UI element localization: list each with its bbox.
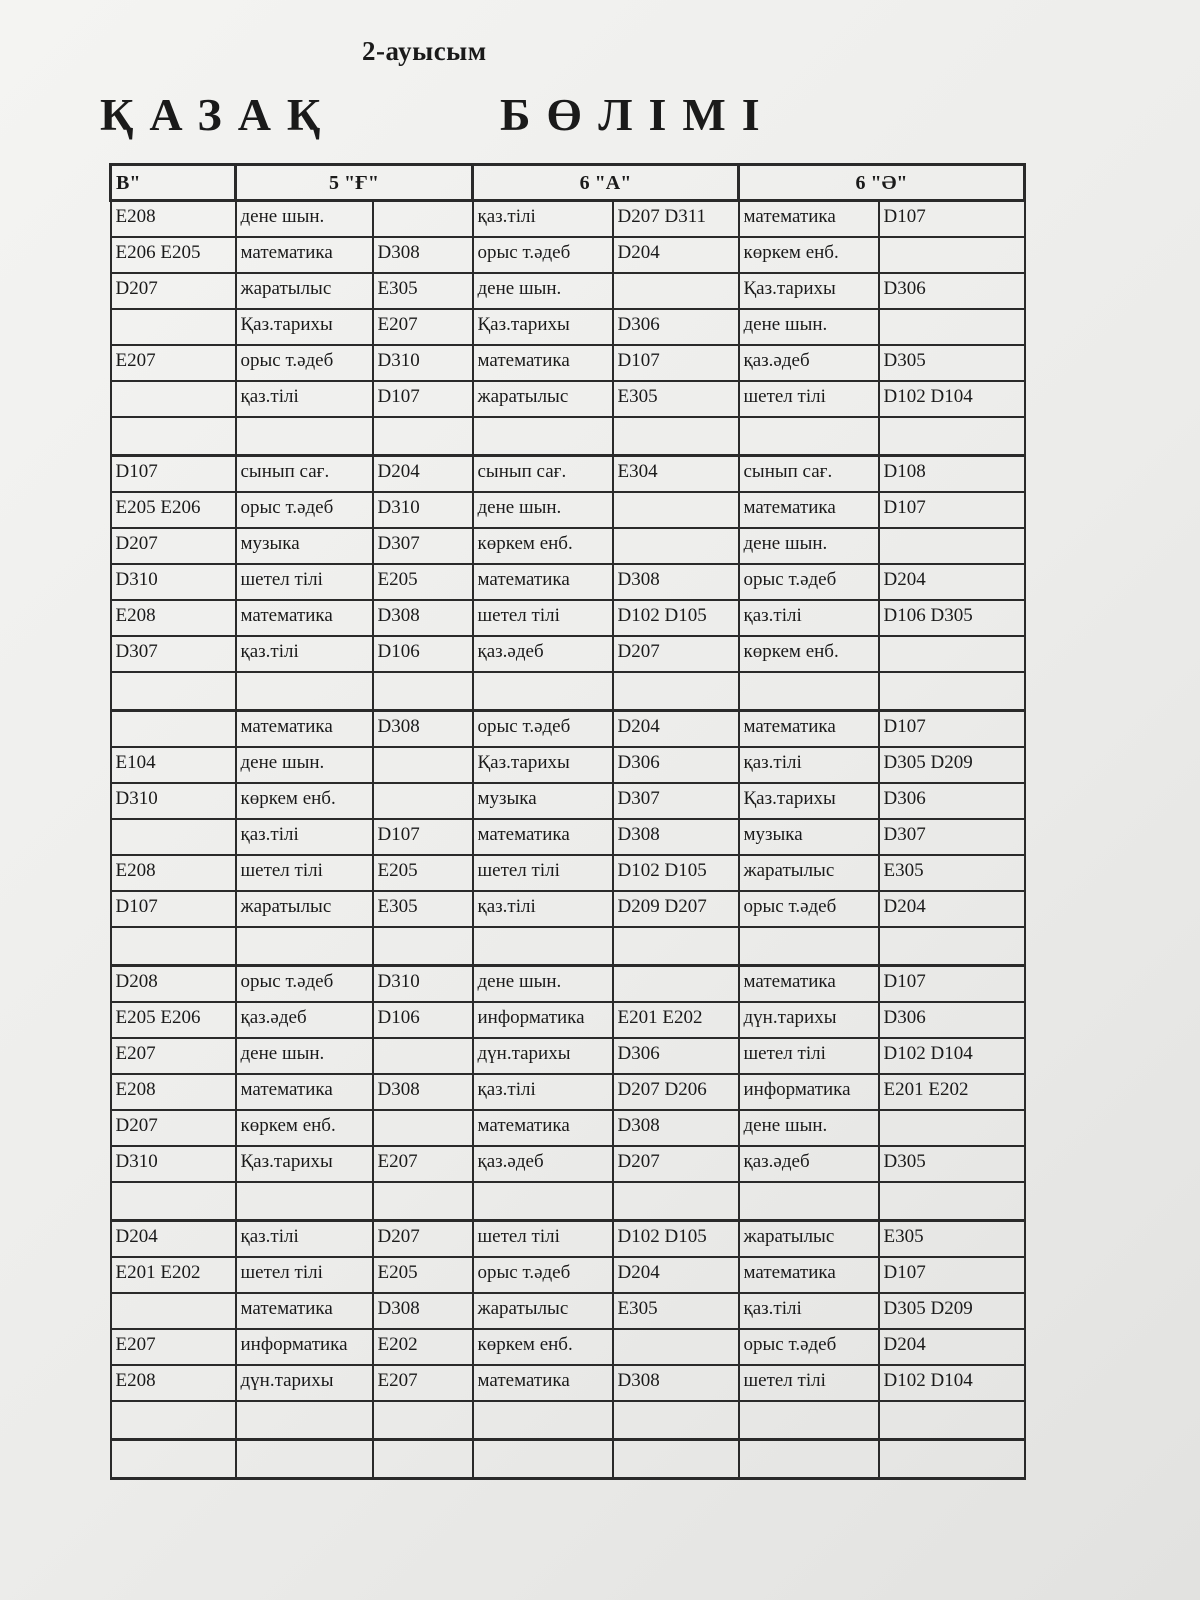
subject-cell: музыка [236, 528, 373, 564]
room-cell: E305 [373, 273, 473, 309]
subject-cell: орыс т.әдеб [236, 492, 373, 528]
room-cell: D305 [879, 1146, 1025, 1182]
subject-cell [739, 1440, 879, 1479]
room-cell: E201 E202 [879, 1074, 1025, 1110]
subject-cell: музыка [739, 819, 879, 855]
room-cell: D207 [111, 1110, 236, 1146]
room-cell: D305 [879, 345, 1025, 381]
subject-cell: математика [473, 1110, 613, 1146]
room-cell: D307 [111, 636, 236, 672]
room-cell: E208 [111, 855, 236, 891]
subject-cell [473, 1401, 613, 1440]
subject-cell: информатика [739, 1074, 879, 1110]
room-cell: D310 [373, 492, 473, 528]
subject-cell: орыс т.әдеб [739, 564, 879, 600]
room-cell: D106 [373, 1002, 473, 1038]
subject-cell [473, 672, 613, 711]
break-row [111, 927, 1025, 966]
room-cell: E207 [373, 1365, 473, 1401]
lesson-row [111, 636, 1025, 672]
subject-cell: қаз.әдеб [236, 1002, 373, 1038]
lesson-row [111, 747, 1025, 783]
room-cell [879, 1110, 1025, 1146]
room-cell: E202 [373, 1329, 473, 1365]
subject-cell: шетел тілі [739, 1365, 879, 1401]
subject-cell: математика [739, 201, 879, 238]
room-cell: D306 [879, 273, 1025, 309]
room-cell: D207 [111, 528, 236, 564]
break-row [111, 1182, 1025, 1221]
room-cell: D204 [879, 1329, 1025, 1365]
subject-cell: жаратылыс [739, 1221, 879, 1258]
lesson-row [111, 1257, 1025, 1293]
room-cell: E207 [373, 1146, 473, 1182]
lesson-row [111, 783, 1025, 819]
class-header-cell: 6 "Ә" [739, 165, 1025, 201]
lesson-row [111, 1365, 1025, 1401]
room-cell [879, 927, 1025, 966]
subject-cell: жаратылыс [473, 381, 613, 417]
subject-cell [739, 417, 879, 456]
room-cell: D107 [879, 1257, 1025, 1293]
subject-cell: орыс т.әдеб [739, 1329, 879, 1365]
subject-cell: қаз.тілі [739, 747, 879, 783]
subject-cell: орыс т.әдеб [739, 891, 879, 927]
room-cell [373, 1440, 473, 1479]
subject-cell: Қаз.тарихы [236, 1146, 373, 1182]
subject-cell: дене шын. [739, 528, 879, 564]
room-cell: D306 [879, 1002, 1025, 1038]
subject-cell [236, 1401, 373, 1440]
room-cell: D204 [879, 891, 1025, 927]
subject-cell: математика [739, 966, 879, 1003]
room-cell: D307 [373, 528, 473, 564]
subject-cell: қаз.тілі [473, 891, 613, 927]
subject-cell: шетел тілі [473, 1221, 613, 1258]
subject-cell: дене шын. [473, 273, 613, 309]
room-cell: D204 [613, 237, 739, 273]
subject-cell: орыс т.әдеб [473, 1257, 613, 1293]
subject-cell: қаз.әдеб [473, 1146, 613, 1182]
room-cell [879, 636, 1025, 672]
room-cell: D307 [613, 783, 739, 819]
room-cell: E208 [111, 1365, 236, 1401]
room-cell [879, 672, 1025, 711]
subject-cell: қаз.тілі [236, 381, 373, 417]
room-cell: D204 [613, 711, 739, 748]
lesson-row [111, 1221, 1025, 1258]
room-cell [879, 1401, 1025, 1440]
break-row [111, 417, 1025, 456]
room-cell: D310 [111, 1146, 236, 1182]
lesson-row [111, 237, 1025, 273]
subject-cell: шетел тілі [236, 564, 373, 600]
room-cell: D107 [879, 492, 1025, 528]
room-cell: D305 D209 [879, 1293, 1025, 1329]
room-cell: D107 [111, 891, 236, 927]
subject-cell: орыс т.әдеб [473, 237, 613, 273]
subject-cell: қаз.әдеб [739, 1146, 879, 1182]
subject-cell: Қаз.тарихы [739, 783, 879, 819]
lesson-row [111, 1002, 1025, 1038]
subject-cell: математика [473, 345, 613, 381]
subject-cell: орыс т.әдеб [236, 345, 373, 381]
lesson-row [111, 528, 1025, 564]
subject-cell [739, 1401, 879, 1440]
lesson-row [111, 1146, 1025, 1182]
room-cell [111, 927, 236, 966]
lesson-row [111, 381, 1025, 417]
room-cell: D306 [613, 1038, 739, 1074]
subject-cell: Қаз.тарихы [473, 309, 613, 345]
subject-cell: дүн.тарихы [236, 1365, 373, 1401]
room-cell: E305 [613, 1293, 739, 1329]
room-cell: E208 [111, 600, 236, 636]
subject-cell: Қаз.тарихы [236, 309, 373, 345]
break-row [111, 1440, 1025, 1479]
room-cell: E206 E205 [111, 237, 236, 273]
room-cell: E207 [373, 309, 473, 345]
room-cell [613, 1182, 739, 1221]
room-cell: D102 D105 [613, 1221, 739, 1258]
subject-cell [236, 672, 373, 711]
lesson-row [111, 1329, 1025, 1365]
room-cell [111, 711, 236, 748]
subject-cell: дене шын. [739, 1110, 879, 1146]
subject-cell: шетел тілі [473, 600, 613, 636]
subject-cell: сынып сағ. [473, 456, 613, 493]
room-cell [373, 927, 473, 966]
room-cell: D310 [373, 966, 473, 1003]
schedule-body [111, 165, 1025, 1479]
subject-cell: математика [473, 819, 613, 855]
subject-cell [236, 1440, 373, 1479]
room-cell [613, 1401, 739, 1440]
room-cell: D308 [373, 1074, 473, 1110]
subject-cell: орыс т.әдеб [236, 966, 373, 1003]
room-cell: D308 [373, 1293, 473, 1329]
room-cell: D308 [613, 1110, 739, 1146]
room-cell: D310 [373, 345, 473, 381]
subject-cell: жаратылыс [236, 891, 373, 927]
lesson-row [111, 345, 1025, 381]
room-cell [373, 783, 473, 819]
room-cell: D207 D311 [613, 201, 739, 238]
room-cell: D307 [879, 819, 1025, 855]
class-header-cell: 6 "А" [473, 165, 739, 201]
subject-cell [739, 672, 879, 711]
subject-cell: қаз.тілі [236, 1221, 373, 1258]
room-cell [879, 309, 1025, 345]
room-cell: D107 [879, 711, 1025, 748]
room-cell: E305 [879, 1221, 1025, 1258]
subject-cell: дүн.тарихы [739, 1002, 879, 1038]
subject-cell: қаз.тілі [739, 1293, 879, 1329]
subject-cell: қаз.тілі [236, 636, 373, 672]
subject-cell [236, 1182, 373, 1221]
room-cell: D107 [373, 819, 473, 855]
lesson-row [111, 819, 1025, 855]
room-cell: D207 [111, 273, 236, 309]
subject-cell: көркем енб. [739, 636, 879, 672]
room-cell: D204 [373, 456, 473, 493]
subject-cell: жаратылыс [739, 855, 879, 891]
room-cell: D102 D104 [879, 1365, 1025, 1401]
lesson-row [111, 273, 1025, 309]
subject-cell: шетел тілі [236, 1257, 373, 1293]
room-cell: D305 D209 [879, 747, 1025, 783]
room-cell [373, 1182, 473, 1221]
shift-title: 2-ауысым [362, 36, 487, 66]
subject-cell: дене шын. [236, 1038, 373, 1074]
subject-cell: орыс т.әдеб [473, 711, 613, 748]
lesson-row [111, 855, 1025, 891]
subject-cell: жаратылыс [236, 273, 373, 309]
subject-cell: көркем енб. [739, 237, 879, 273]
subject-cell [236, 417, 373, 456]
lesson-row [111, 891, 1025, 927]
subject-cell: математика [739, 1257, 879, 1293]
room-cell: D108 [879, 456, 1025, 493]
lesson-row [111, 1038, 1025, 1074]
subject-cell [739, 1182, 879, 1221]
room-cell: D107 [613, 345, 739, 381]
room-cell: D207 [613, 1146, 739, 1182]
room-cell [373, 747, 473, 783]
lesson-row [111, 1074, 1025, 1110]
room-cell [613, 966, 739, 1003]
room-cell: D204 [613, 1257, 739, 1293]
room-cell: E201 E202 [111, 1257, 236, 1293]
subject-cell: музыка [473, 783, 613, 819]
subject-cell: жаратылыс [473, 1293, 613, 1329]
room-cell: D308 [613, 819, 739, 855]
lesson-row [111, 201, 1025, 238]
subject-cell: математика [739, 492, 879, 528]
room-cell [613, 492, 739, 528]
subject-cell [236, 927, 373, 966]
room-cell [879, 417, 1025, 456]
subject-cell: математика [236, 711, 373, 748]
room-cell [879, 237, 1025, 273]
room-cell [373, 1038, 473, 1074]
room-cell: D102 D104 [879, 1038, 1025, 1074]
room-cell [373, 672, 473, 711]
subject-cell: шетел тілі [739, 1038, 879, 1074]
subject-cell: дүн.тарихы [473, 1038, 613, 1074]
break-row [111, 1401, 1025, 1440]
room-cell: D308 [373, 600, 473, 636]
subject-cell: қаз.әдеб [739, 345, 879, 381]
subject-cell [473, 1440, 613, 1479]
room-cell: D106 D305 [879, 600, 1025, 636]
lesson-row [111, 1293, 1025, 1329]
subject-cell: математика [236, 1074, 373, 1110]
room-cell: E207 [111, 1329, 236, 1365]
subject-cell [473, 927, 613, 966]
lesson-row [111, 600, 1025, 636]
subject-cell: шетел тілі [236, 855, 373, 891]
room-cell [111, 381, 236, 417]
subject-cell: дене шын. [473, 492, 613, 528]
subject-cell: дене шын. [236, 747, 373, 783]
subject-cell [739, 927, 879, 966]
room-cell: D207 [613, 636, 739, 672]
room-cell [613, 672, 739, 711]
room-cell: D208 [111, 966, 236, 1003]
subject-cell: сынып сағ. [236, 456, 373, 493]
subject-cell: шетел тілі [473, 855, 613, 891]
room-cell: D102 D104 [879, 381, 1025, 417]
room-cell: D204 [879, 564, 1025, 600]
subject-cell: дене шын. [739, 309, 879, 345]
subject-cell: математика [236, 237, 373, 273]
room-cell: E208 [111, 201, 236, 238]
room-cell [111, 819, 236, 855]
room-cell: E205 [373, 855, 473, 891]
room-cell [373, 417, 473, 456]
room-cell [879, 1440, 1025, 1479]
room-cell: D308 [373, 237, 473, 273]
room-cell [879, 1182, 1025, 1221]
subject-cell: дене шын. [473, 966, 613, 1003]
room-cell [111, 309, 236, 345]
room-cell: D207 [373, 1221, 473, 1258]
room-cell: D306 [879, 783, 1025, 819]
subject-cell: дене шын. [236, 201, 373, 238]
room-cell: E205 [373, 1257, 473, 1293]
subject-cell: қаз.әдеб [473, 636, 613, 672]
room-cell: E104 [111, 747, 236, 783]
room-cell: E201 E202 [613, 1002, 739, 1038]
room-cell [613, 528, 739, 564]
subject-cell: қаз.тілі [473, 1074, 613, 1110]
room-cell: D207 D206 [613, 1074, 739, 1110]
room-cell [111, 1401, 236, 1440]
subject-cell: информатика [236, 1329, 373, 1365]
room-cell: D308 [613, 564, 739, 600]
room-cell [613, 273, 739, 309]
room-cell: D102 D105 [613, 600, 739, 636]
break-row [111, 672, 1025, 711]
room-cell: D308 [373, 711, 473, 748]
subject-cell: көркем енб. [473, 1329, 613, 1365]
department-title-left: ҚАЗАҚ [100, 89, 337, 140]
room-cell: E205 E206 [111, 492, 236, 528]
room-cell: E305 [613, 381, 739, 417]
subject-cell: сынып сағ. [739, 456, 879, 493]
room-cell: D107 [879, 201, 1025, 238]
room-cell [879, 528, 1025, 564]
lesson-row [111, 966, 1025, 1003]
subject-cell: математика [236, 600, 373, 636]
room-cell: E208 [111, 1074, 236, 1110]
lesson-row [111, 309, 1025, 345]
room-cell: D306 [613, 747, 739, 783]
room-cell: E305 [373, 891, 473, 927]
room-cell [613, 417, 739, 456]
subject-cell: информатика [473, 1002, 613, 1038]
room-cell: E207 [111, 345, 236, 381]
room-cell: E205 E206 [111, 1002, 236, 1038]
lesson-row [111, 564, 1025, 600]
class-header-cell: 5 "Ғ" [236, 165, 473, 201]
room-cell [111, 1440, 236, 1479]
subject-cell: Қаз.тарихы [739, 273, 879, 309]
room-cell [373, 201, 473, 238]
room-cell: D106 [373, 636, 473, 672]
room-cell: D209 D207 [613, 891, 739, 927]
subject-cell: шетел тілі [739, 381, 879, 417]
room-cell: D204 [111, 1221, 236, 1258]
room-cell: D102 D105 [613, 855, 739, 891]
room-cell [613, 1329, 739, 1365]
room-cell: E305 [879, 855, 1025, 891]
room-cell: E205 [373, 564, 473, 600]
room-cell: D107 [879, 966, 1025, 1003]
room-cell: E207 [111, 1038, 236, 1074]
subject-cell [473, 417, 613, 456]
class-header-row [111, 165, 1025, 201]
room-cell [111, 1293, 236, 1329]
room-cell: D308 [613, 1365, 739, 1401]
subject-cell: математика [473, 564, 613, 600]
subject-cell: Қаз.тарихы [473, 747, 613, 783]
lesson-row [111, 1110, 1025, 1146]
subject-cell: қаз.тілі [473, 201, 613, 238]
subject-cell: математика [473, 1365, 613, 1401]
subject-cell: қаз.тілі [739, 600, 879, 636]
room-cell: D310 [111, 783, 236, 819]
room-cell: D306 [613, 309, 739, 345]
department-title-right: БӨЛІМІ [500, 89, 776, 140]
schedule-table [109, 163, 1026, 1480]
room-cell [613, 1440, 739, 1479]
lesson-row [111, 711, 1025, 748]
subject-cell: қаз.тілі [236, 819, 373, 855]
room-cell [373, 1110, 473, 1146]
room-cell [111, 417, 236, 456]
subject-cell [473, 1182, 613, 1221]
subject-cell: математика [236, 1293, 373, 1329]
room-cell [111, 672, 236, 711]
subject-cell: көркем енб. [236, 783, 373, 819]
room-cell [373, 1401, 473, 1440]
subject-cell: көркем енб. [473, 528, 613, 564]
class-header-cell: В" [111, 165, 236, 201]
subject-cell: көркем енб. [236, 1110, 373, 1146]
room-cell: E304 [613, 456, 739, 493]
room-cell: D107 [111, 456, 236, 493]
room-cell [111, 1182, 236, 1221]
lesson-row [111, 456, 1025, 493]
room-cell: D107 [373, 381, 473, 417]
subject-cell: математика [739, 711, 879, 748]
room-cell: D310 [111, 564, 236, 600]
room-cell [613, 927, 739, 966]
lesson-row [111, 492, 1025, 528]
